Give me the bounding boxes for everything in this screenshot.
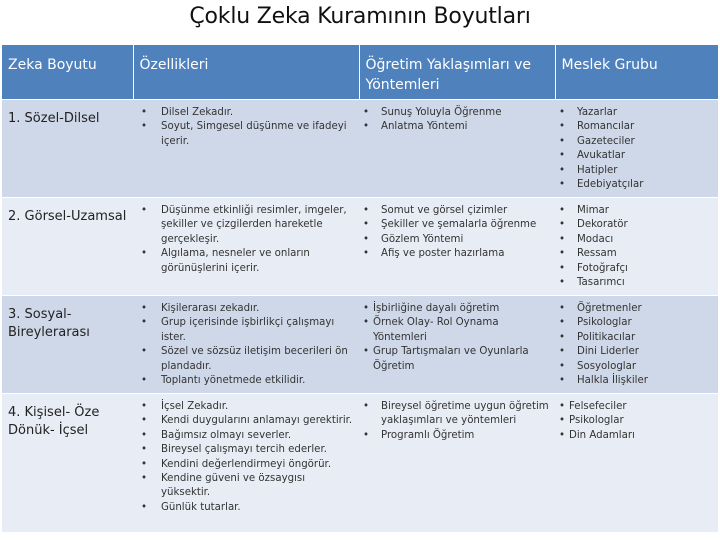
list-item: • Kişilerarası zekadır. xyxy=(133,302,355,316)
methods-cell xyxy=(359,296,555,394)
list-item: • Sosyologlar xyxy=(555,360,714,374)
methods-cell xyxy=(359,394,555,532)
list-item: • Gazeteciler xyxy=(555,135,714,149)
list-item: • Yazarlar xyxy=(555,106,714,120)
list-item: • Somut ve görsel çizimler xyxy=(359,204,551,218)
intelligence-dimensions-table xyxy=(2,45,718,532)
list-item: • Fotoğrafçı xyxy=(555,262,714,276)
list-item: • Gözlem Yöntemi xyxy=(359,233,551,247)
list-item: • Dini Liderler xyxy=(555,345,714,359)
list-item: • Dekoratör xyxy=(555,218,714,232)
list-item: • Tasarımcı xyxy=(555,276,714,290)
list-item: • Bireysel öğretime uygun öğretim yaklaşımları ve yöntemleri xyxy=(359,400,551,429)
methods-cell xyxy=(359,198,555,296)
list-item: • Toplantı yönetmede etkilidir. xyxy=(133,374,355,388)
features-cell xyxy=(133,296,359,394)
list-item: • Sunuş Yoluyla Öğrenme xyxy=(359,106,551,120)
list-item: • Grup Tartışmaları ve Oyunlarla Öğretim xyxy=(359,345,551,374)
header-methods: Öğretim Yaklaşımları ve Yöntemleri xyxy=(359,45,555,100)
list-item: • Sözel ve sözsüz iletişim becerileri ön plandadır. xyxy=(133,345,355,374)
header-dimension: Zeka Boyutu xyxy=(2,45,133,100)
table-row xyxy=(2,394,718,532)
dimension-cell: 1. Sözel-Dilsel xyxy=(2,100,133,198)
list-item: • Şekiller ve şemalarla öğrenme xyxy=(359,218,551,232)
list-item: • Afiş ve poster hazırlama xyxy=(359,247,551,261)
list-item: • Günlük tutarlar. xyxy=(133,501,355,515)
list-item: • İşbirliğine dayalı öğretim xyxy=(359,302,551,316)
page-title: Çoklu Zeka Kuramının Boyutları xyxy=(189,4,531,29)
list-item: • Düşünme etkinliği resimler, imgeler, şekiller ve çizgilerden hareketle gerçekleşir. xyxy=(133,204,355,247)
jobs-cell xyxy=(555,100,718,198)
list-item: • Edebiyatçılar xyxy=(555,178,714,192)
list-item: • Örnek Olay- Rol Oynama Yöntemleri xyxy=(359,316,551,345)
jobs-cell xyxy=(555,394,718,532)
table-row xyxy=(2,198,718,296)
list-item: • Modacı xyxy=(555,233,714,247)
list-item: • Bireysel çalışmayı tercih ederler. xyxy=(133,443,355,457)
dimension-cell: 2. Görsel-Uzamsal xyxy=(2,198,133,296)
table-row xyxy=(2,296,718,394)
dimension-cell: 3. Sosyal-Bireylerarası xyxy=(2,296,133,394)
list-item: • Algılama, nesneler ve onların görünüşlerini içerir. xyxy=(133,247,355,276)
features-cell xyxy=(133,100,359,198)
list-item: • Soyut, Simgesel düşünme ve ifadeyi içerir. xyxy=(133,120,355,149)
list-item: • Ressam xyxy=(555,247,714,261)
jobs-cell xyxy=(555,198,718,296)
list-item: • Kendi duygularını anlamayı gerektirir. xyxy=(133,414,355,428)
header-features: Özellikleri xyxy=(133,45,359,100)
list-item: • Bağımsız olmayı severler. xyxy=(133,429,355,443)
list-item: • Avukatlar xyxy=(555,149,714,163)
header-jobs: Meslek Grubu xyxy=(555,45,718,100)
list-item: • Psikologlar xyxy=(555,414,714,428)
list-item: • Psikologlar xyxy=(555,316,714,330)
list-item: • Kendine güveni ve özsaygısı yüksektir. xyxy=(133,472,355,501)
list-item: • Mimar xyxy=(555,204,714,218)
methods-cell xyxy=(359,100,555,198)
features-cell xyxy=(133,394,359,532)
jobs-cell xyxy=(555,296,718,394)
list-item: • Öğretmenler xyxy=(555,302,714,316)
header-row xyxy=(2,45,718,100)
features-cell xyxy=(133,198,359,296)
list-item: • Anlatma Yöntemi xyxy=(359,120,551,134)
list-item: • Programlı Öğretim xyxy=(359,429,551,443)
dimension-cell: 4. Kişisel- Öze Dönük- İçsel xyxy=(2,394,133,532)
list-item: • Grup içerisinde işbirlikçi çalışmayı ister. xyxy=(133,316,355,345)
list-item: • Din Adamları xyxy=(555,429,714,443)
table-row xyxy=(2,100,718,198)
list-item: • Hatipler xyxy=(555,164,714,178)
list-item: • Dilsel Zekadır. xyxy=(133,106,355,120)
list-item: • Felsefeciler xyxy=(555,400,714,414)
list-item: • İçsel Zekadır. xyxy=(133,400,355,414)
list-item: • Kendini değerlendirmeyi öngörür. xyxy=(133,458,355,472)
list-item: • Halkla İlişkiler xyxy=(555,374,714,388)
list-item: • Romancılar xyxy=(555,120,714,134)
list-item: • Politikacılar xyxy=(555,331,714,345)
